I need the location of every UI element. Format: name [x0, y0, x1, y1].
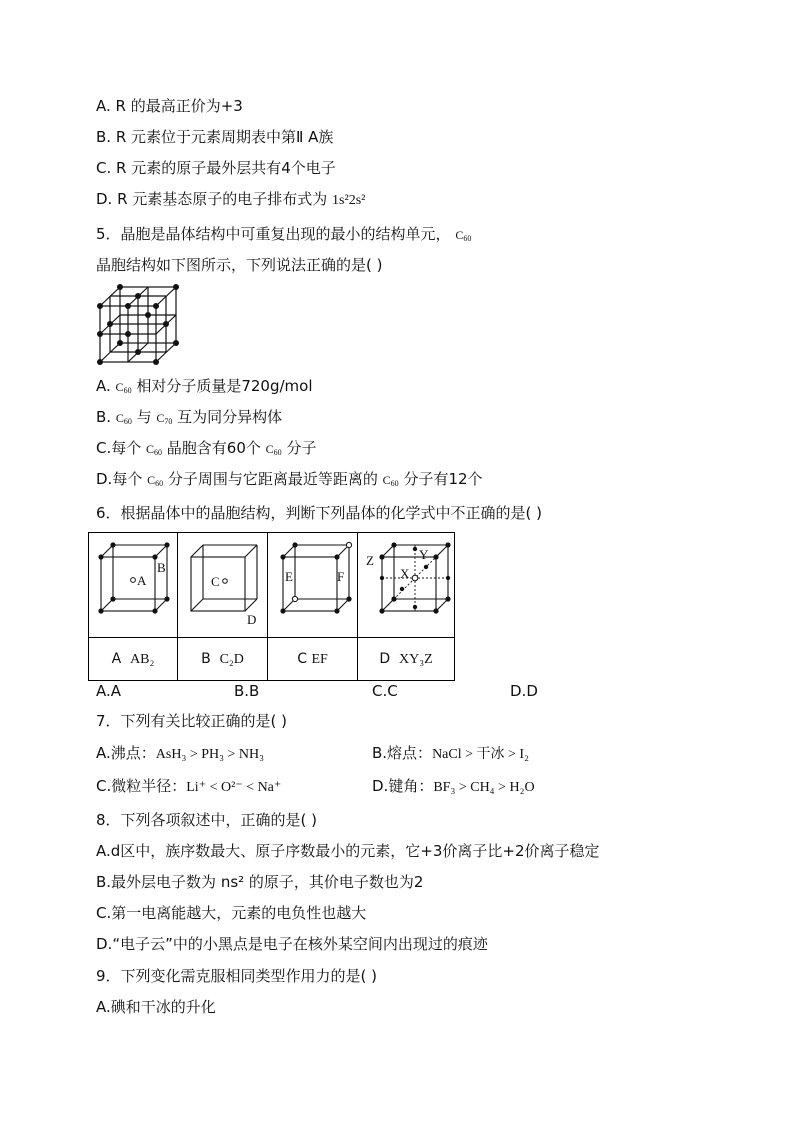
q5-option-c: C.每个 $C_{60}$ 晶胞含有60个 $C_{60}$ 分子 [96, 439, 317, 457]
svg-text:A: A [137, 573, 147, 588]
q5-stem-line2: 晶胞结构如下图所示，下列说法正确的是( ) [96, 256, 383, 274]
q4-option-c: C. R 元素的原子最外层共有4个电子 [96, 159, 336, 177]
c60-unit-cell-diagram [96, 284, 182, 366]
cell-d-caption: D XY₃Z [358, 638, 455, 681]
q4-option-d-config: 1s²2s² [332, 193, 366, 208]
q7-stem: 7．下列有关比较正确的是( ) [96, 712, 288, 730]
cell-d-diagram [360, 535, 452, 631]
q6-stem: 6．根据晶体中的晶胞结构，判断下列晶体的化学式中不正确的是( ) [96, 504, 543, 522]
q5-stem-line1 [96, 224, 471, 249]
cell-d-figure [358, 533, 455, 638]
cell-b-diagram [181, 535, 265, 631]
cell-c-diagram [271, 535, 355, 631]
q5-option-d: D.每个 $C_{60}$ 分子周围与它距离最近等距离的 $C_{60}$ 分子有12个 [96, 470, 483, 488]
svg-text:X: X [400, 566, 410, 581]
svg-text:Y: Y [419, 547, 429, 562]
cell-a-diagram [93, 535, 173, 631]
cell-b-figure [178, 533, 268, 638]
svg-text:E: E [284, 569, 293, 584]
q6-answer-a: A.A [96, 682, 122, 700]
cell-a-caption: A AB₂ [89, 638, 178, 681]
q6-answer-b: B.B [234, 682, 260, 700]
q5-stem-text: 5．晶胞是晶体结构中可重复出现的最小的结构单元， [96, 225, 451, 243]
q7-option-c: C.微粒半径：Li⁺ < O²⁻ < Na⁺ [96, 777, 282, 795]
q7-option-b: B.熔点：NaCl > 干冰 > I₂ [372, 744, 529, 762]
unit-cell-table [88, 532, 455, 681]
q8-option-b: B.最外层电子数为 ns² 的原子，其价电子数也为2 [96, 873, 424, 891]
svg-text:Z: Z [366, 553, 374, 568]
q5-c60: $C_{60}$ [455, 228, 472, 243]
q5-option-a: A. $C_{60}$ 相对分子质量是720g/mol [96, 377, 313, 395]
svg-text:B: B [157, 560, 166, 575]
q7-option-d: D.键角：BF₃ > CH₄ > H₂O [372, 777, 535, 795]
q8-option-a: A.d区中，族序数最大、原子序数最小的元素，它+3价离子比+2价离子稳定 [96, 842, 600, 860]
q9-option-a: A.碘和干冰的升化 [96, 998, 216, 1016]
cell-b-caption: B C₂D [178, 638, 268, 681]
cell-c-figure [268, 533, 358, 638]
q7-option-a: A.沸点：AsH₃ > PH₃ > NH₃ [96, 744, 265, 762]
q5-option-b: B. $C_{60}$ 与 $C_{70}$ 互为同分异构体 [96, 408, 283, 426]
q8-option-c: C.第一电离能越大，元素的电负性也越大 [96, 904, 367, 922]
q4-option-b: B. R 元素位于元素周期表中第Ⅱ A族 [96, 128, 334, 146]
q9-stem: 9．下列变化需克服相同类型作用力的是( ) [96, 967, 378, 985]
q6-answer-c: C.C [372, 682, 398, 700]
svg-text:F: F [336, 569, 344, 584]
q8-stem: 8．下列各项叙述中，正确的是( ) [96, 811, 318, 829]
svg-text:D: D [246, 612, 256, 627]
cell-c-caption: C EF [268, 638, 358, 681]
q6-answer-d: D.D [510, 682, 538, 700]
svg-text:C: C [210, 574, 220, 589]
q4-option-a: A. R 的最高正价为+3 [96, 97, 243, 115]
q4-option-d [96, 189, 365, 211]
cell-a-figure [89, 533, 178, 638]
q8-option-d: D.“电子云”中的小黑点是电子在核外某空间内出现过的痕迹 [96, 935, 488, 953]
q4-option-d-text: D. R 元素基态原子的电子排布式为 [96, 190, 333, 208]
